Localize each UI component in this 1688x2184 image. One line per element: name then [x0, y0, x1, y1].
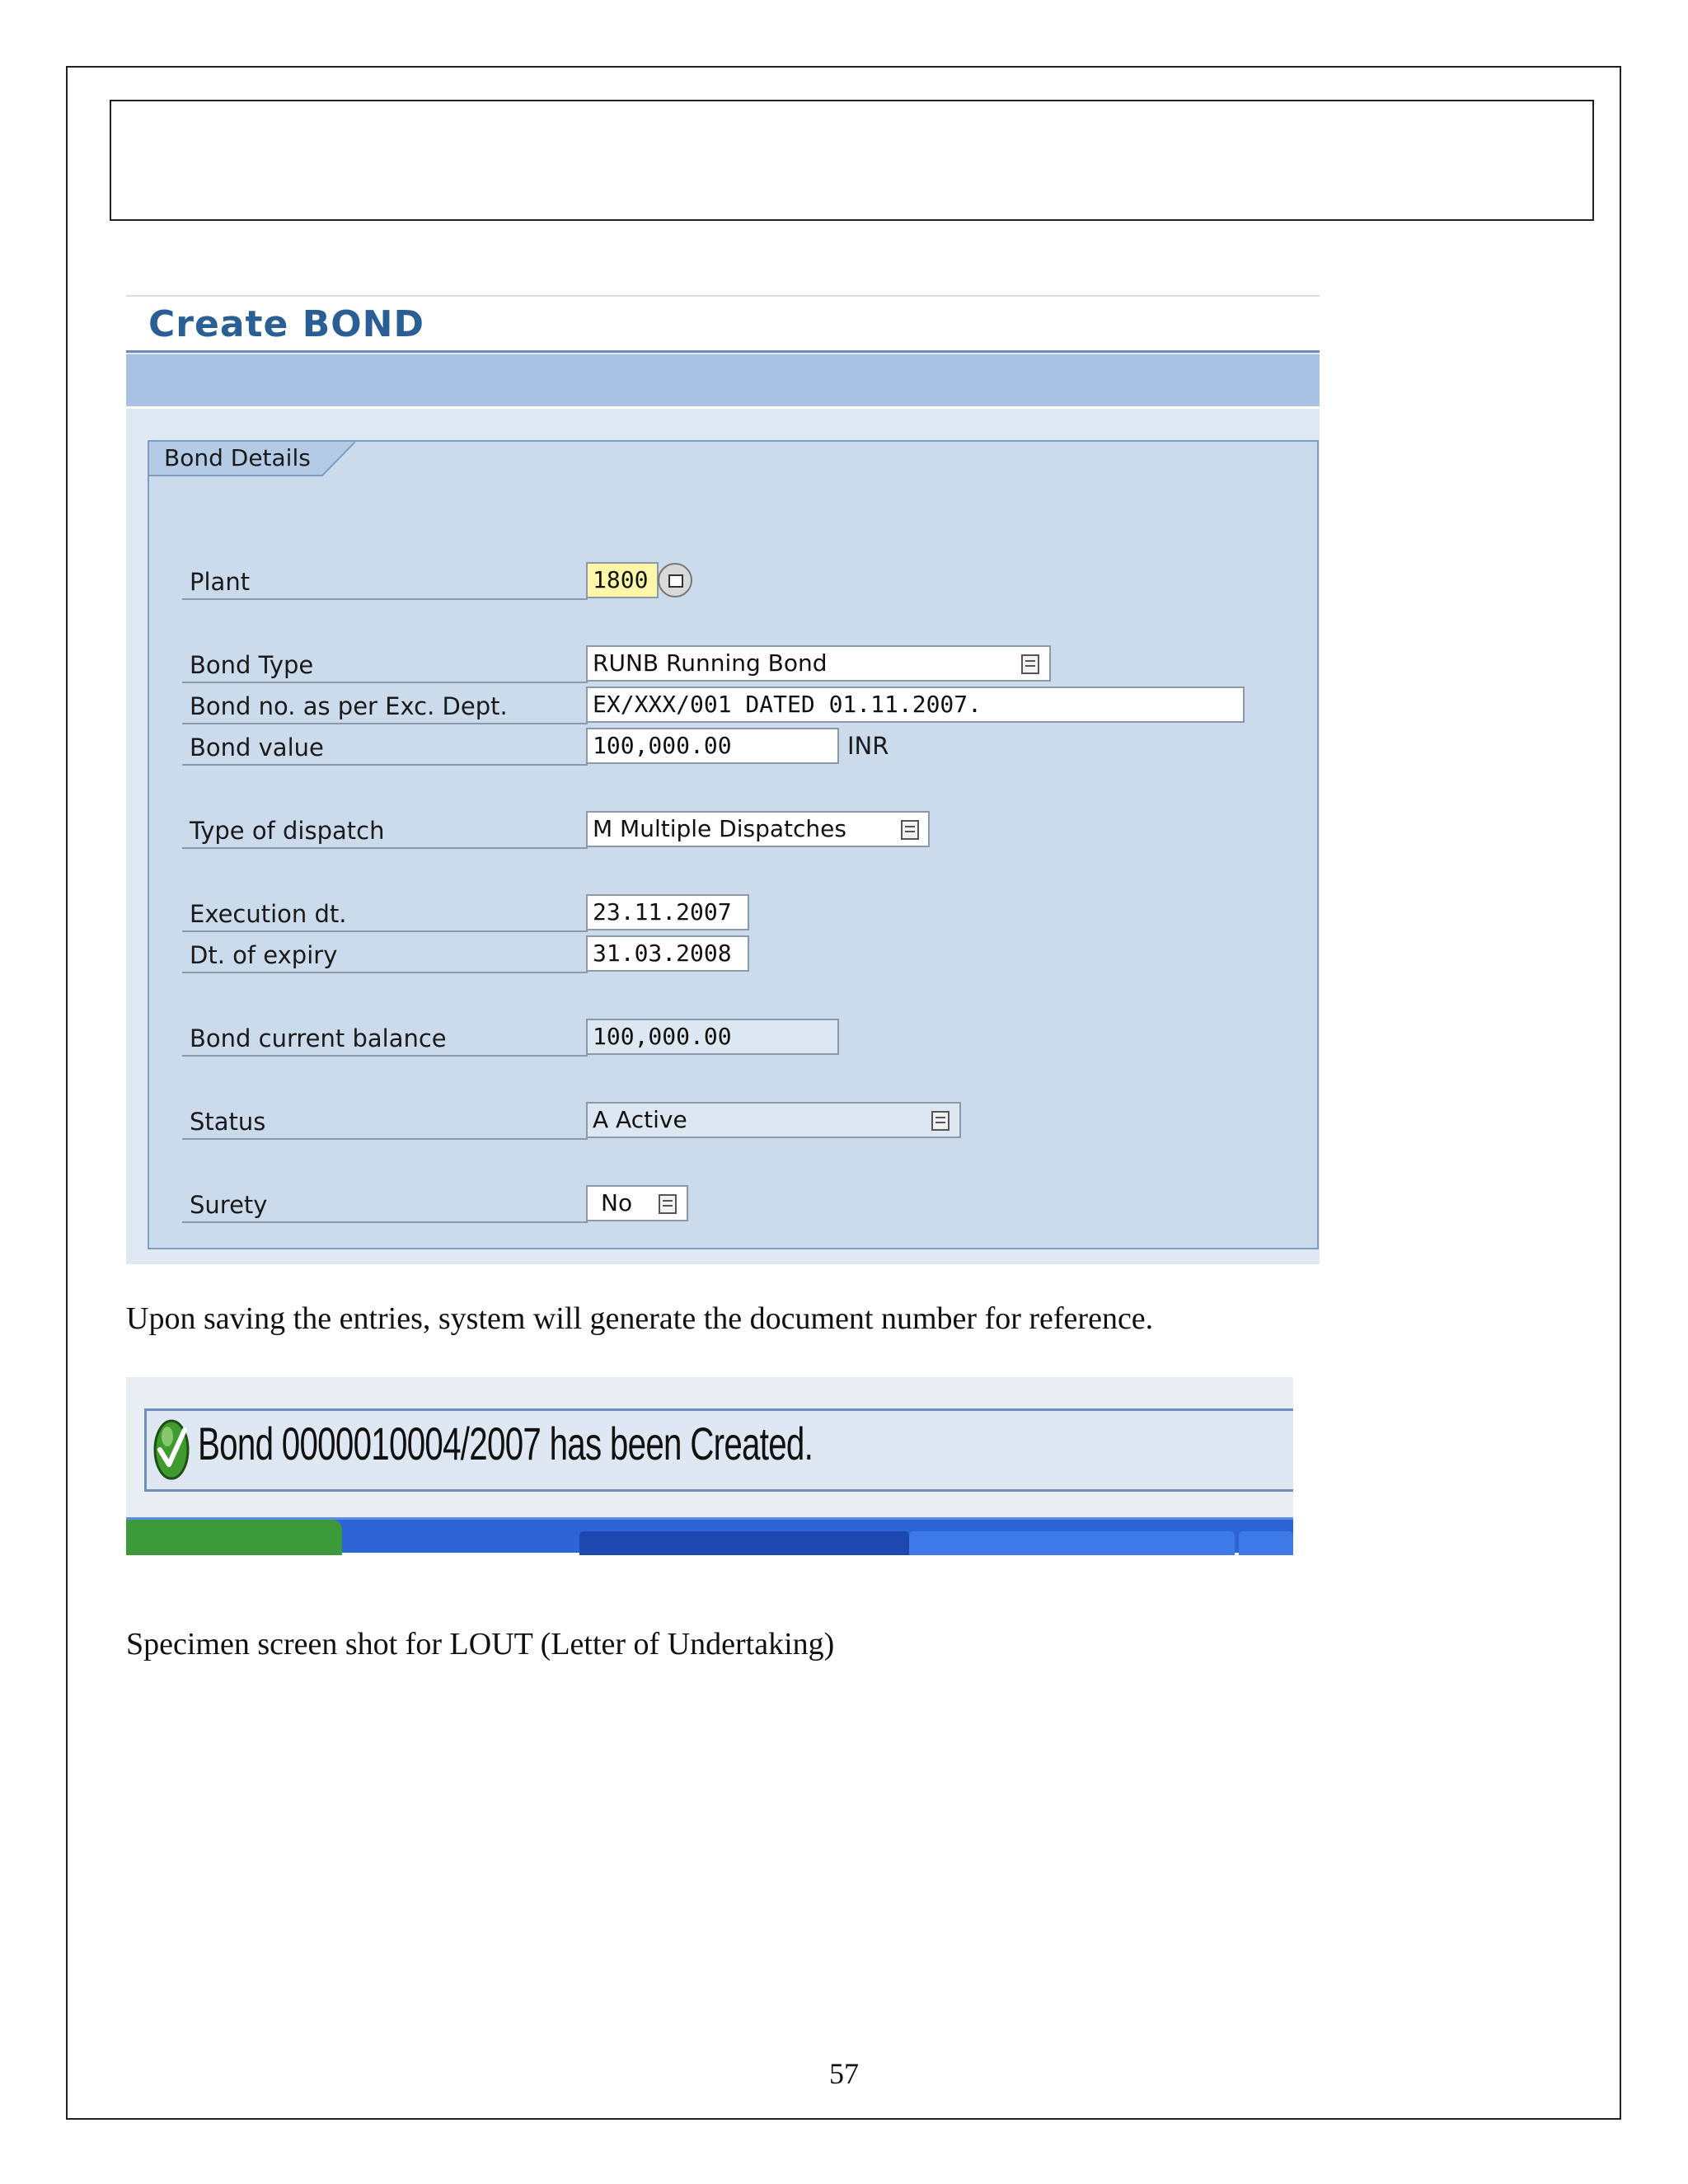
expiry-date-field[interactable]: 31.03.2008	[586, 935, 749, 972]
caption-specimen: Specimen screen shot for LOUT (Letter of Undertaking)	[126, 1627, 835, 1661]
bond-no-field[interactable]: EX/XXX/001 DATED 01.11.2007.	[586, 687, 1245, 723]
bond-value-field[interactable]: 100,000.00	[586, 728, 839, 764]
bond-details-group	[148, 440, 1319, 1249]
current-balance-field: 100,000.00	[586, 1019, 839, 1055]
application-toolbar	[126, 354, 1320, 409]
status-message-screen	[126, 1377, 1293, 1553]
dispatch-type-value: M Multiple Dispatches	[593, 815, 846, 842]
windows-taskbar	[126, 1517, 1293, 1553]
bond-type-label: Bond Type	[182, 647, 588, 683]
dropdown-icon[interactable]	[1021, 654, 1039, 674]
caption-save: Upon saving the entries, system will generate the document number for reference.	[126, 1301, 1154, 1336]
execution-date-label: Execution dt.	[182, 896, 588, 932]
page-number: 57	[829, 2057, 859, 2090]
plant-label: Plant	[182, 564, 588, 600]
bond-no-label: Bond no. as per Exc. Dept.	[182, 688, 588, 724]
dropdown-icon[interactable]	[931, 1111, 950, 1131]
success-check-icon	[153, 1418, 190, 1481]
status-message-text: Bond 0000010004/2007 has been Created.	[198, 1418, 814, 1469]
value-help-icon[interactable]	[658, 563, 692, 598]
plant-field[interactable]: 1800	[586, 562, 659, 598]
start-button[interactable]	[126, 1520, 342, 1555]
status-value: A Active	[593, 1106, 687, 1133]
currency-unit: INR	[847, 732, 889, 760]
dropdown-icon[interactable]	[901, 820, 919, 840]
taskbar-item[interactable]	[1239, 1531, 1293, 1555]
dispatch-type-label: Type of dispatch	[182, 813, 588, 849]
status-dropdown[interactable]	[586, 1102, 961, 1138]
dropdown-icon[interactable]	[659, 1194, 677, 1214]
bond-value-label: Bond value	[182, 729, 588, 766]
current-balance-label: Bond current balance	[182, 1020, 588, 1057]
status-bar	[144, 1408, 1293, 1492]
taskbar-item[interactable]	[909, 1531, 1235, 1555]
screen-title: Create BOND	[148, 303, 425, 345]
expiry-date-label: Dt. of expiry	[182, 937, 588, 973]
surety-dropdown[interactable]	[586, 1185, 688, 1221]
bond-type-value: RUNB Running Bond	[593, 649, 828, 677]
taskbar-item[interactable]	[579, 1531, 909, 1555]
title-bar	[126, 295, 1320, 353]
sap-create-bond-screen	[126, 295, 1320, 1264]
group-title: Bond Details	[164, 444, 311, 471]
surety-label: Surety	[182, 1187, 588, 1223]
surety-value: No	[601, 1189, 633, 1216]
execution-date-field[interactable]: 23.11.2007	[586, 894, 749, 930]
header-box	[110, 100, 1594, 221]
bond-type-dropdown[interactable]	[586, 645, 1051, 682]
status-label: Status	[182, 1104, 588, 1140]
dispatch-type-dropdown[interactable]	[586, 811, 930, 847]
